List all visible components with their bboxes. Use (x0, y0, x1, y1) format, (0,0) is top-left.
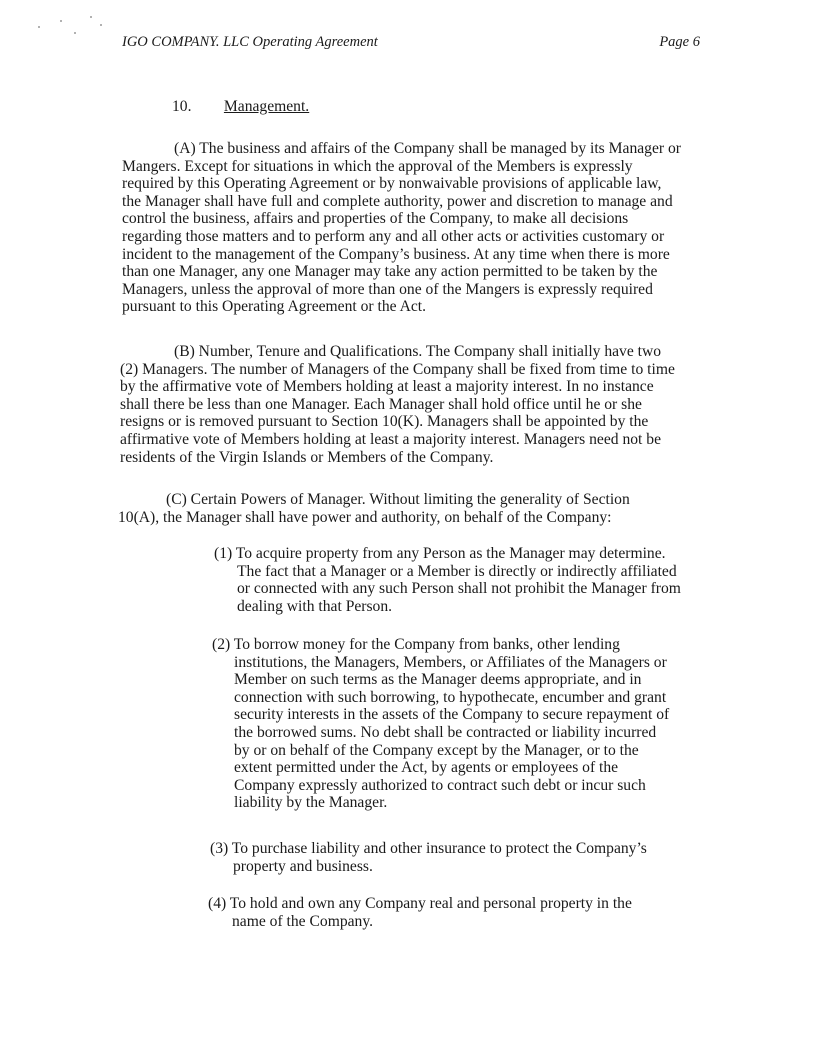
text-line: (C) Certain Powers of Manager. Without limiting the generality of Section (166, 491, 630, 508)
text-line: (3) To purchase liability and other insurance to protect the Company’s (210, 840, 647, 857)
paragraph-b (120, 343, 675, 466)
text-line: property and business. (233, 857, 373, 875)
section-title: Management. (223, 98, 310, 115)
text-line: resigns or is removed pursuant to Section 10(K). Managers shall be appointed by the (120, 413, 649, 431)
text-line: regarding those matters and to perform any and all other acts or activities customary or (122, 227, 665, 245)
text-line: Member on such terms as the Manager deems appropriate, and in (234, 671, 642, 689)
text-line: The fact that a Manager or a Member is directly or indirectly affiliated (237, 562, 677, 580)
text-line: institutions, the Managers, Members, or Affiliates of the Managers or (234, 653, 667, 671)
page-number: Page 6 (659, 34, 700, 50)
text-line: than one Manager, any one Manager may take any action permitted to be taken by the (122, 263, 658, 281)
text-line: (1) To acquire property from any Person as the Manager may determine. (214, 545, 666, 562)
text-line: (B) Number, Tenure and Qualifications. The Company shall initially have two (174, 343, 662, 360)
text-line: Company expressly authorized to contract such debt or incur such (234, 776, 646, 794)
paragraph-c3 (210, 840, 647, 875)
text-line: liability by the Manager. (234, 794, 388, 812)
text-line: dealing with that Person. (237, 597, 393, 615)
text-line: (2) To borrow money for the Company from banks, other lending (212, 636, 620, 653)
text-line: by the affirmative vote of Members holding at least a majority interest. In no instance (120, 378, 654, 396)
text-line: Managers, unless the approval of more than one of the Mangers is expressly required (122, 280, 653, 298)
text-line: incident to the management of the Company’s business. At any time when there is more (122, 245, 670, 263)
text-line: extent permitted under the Act, by agents or employees of the (234, 759, 619, 777)
text-line: shall there be less than one Manager. Each Manager shall hold office until he or she (120, 395, 642, 413)
section-number: 10. (172, 98, 192, 115)
text-line: Mangers. Except for situations in which the approval of the Members is expressly (122, 157, 633, 175)
text-line: control the business, affairs and properties of the Company, to make all decisions (122, 210, 629, 228)
paragraph-c1 (214, 545, 681, 615)
section-heading (172, 98, 309, 116)
text-line: (4) To hold and own any Company real and personal property in the (208, 895, 632, 912)
text-line: (A) The business and affairs of the Company shall be managed by its Manager or (174, 140, 681, 157)
text-line: connection with such borrowing, to hypothecate, encumber and grant (234, 688, 667, 706)
text-line: pursuant to this Operating Agreement or the Act. (122, 298, 427, 316)
text-line: required by this Operating Agreement or by nonwaivable provisions of applicable law, (122, 175, 662, 193)
text-line: name of the Company. (232, 912, 374, 930)
paragraph-a (122, 140, 681, 316)
text-line: affirmative vote of Members holding at least a majority interest. Managers need not be (120, 430, 661, 448)
text-line: by or on behalf of the Company except by the Manager, or to the (234, 741, 639, 759)
running-header (122, 34, 700, 54)
scan-specks (38, 12, 118, 42)
text-line: the borrowed sums. No debt shall be contracted or liability incurred (234, 723, 657, 741)
paragraph-c2 (212, 636, 669, 812)
text-line: or connected with any such Person shall not prohibit the Manager from (237, 580, 681, 598)
text-line: residents of the Virgin Islands or Members of the Company. (120, 448, 494, 466)
text-line: the Manager shall have full and complete authority, power and discretion to manage and (122, 192, 673, 210)
paragraph-c4 (208, 895, 632, 930)
document-title: IGO COMPANY. LLC Operating Agreement (122, 34, 378, 50)
text-line: (2) Managers. The number of Managers of the Company shall be fixed from time to time (120, 360, 675, 378)
paragraph-c (118, 491, 630, 526)
text-line: security interests in the assets of the Company to secure repayment of (234, 706, 670, 724)
text-line: 10(A), the Manager shall have power and authority, on behalf of the Company: (118, 508, 612, 526)
